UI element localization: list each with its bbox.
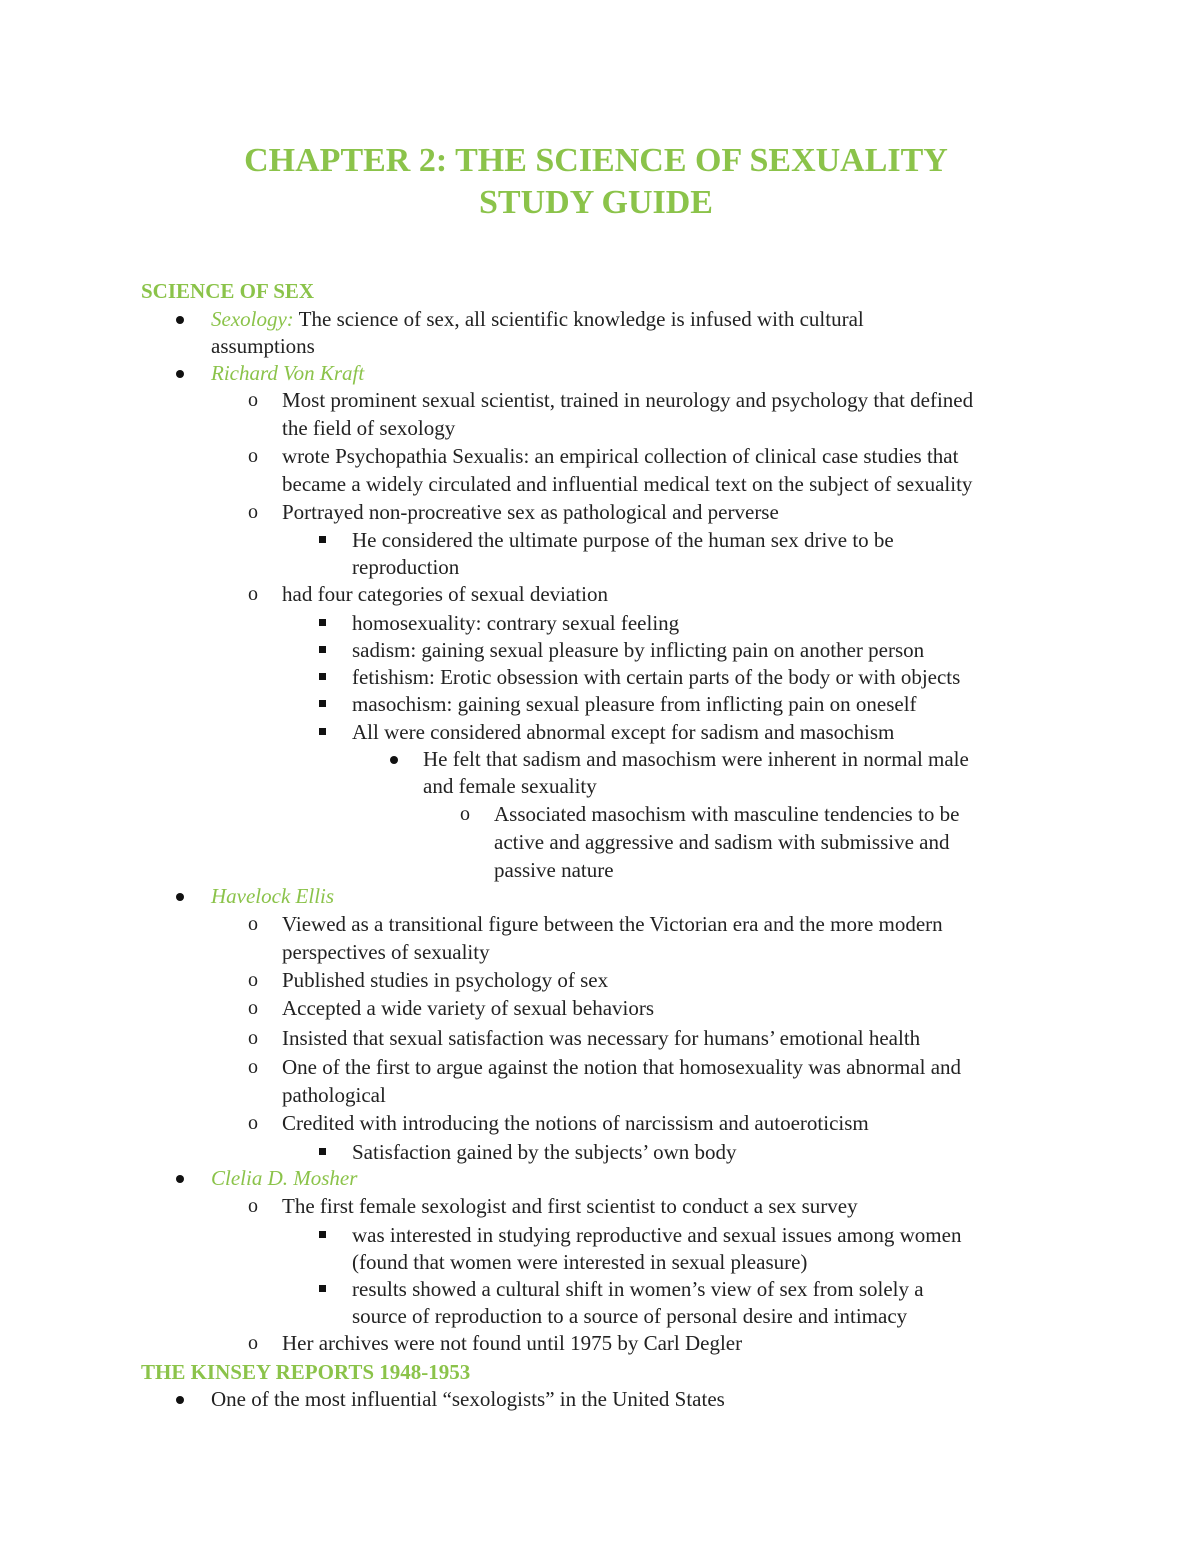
list-item-text: Accepted a wide variety of sexual behaviors [282, 996, 655, 1020]
list-item-text: One of the first to argue against the notion that homosexuality was abnormal and [282, 1055, 962, 1079]
document-title-line-2: STUDY GUIDE [479, 184, 713, 221]
list-item-text: pathological [282, 1083, 386, 1107]
list-item-text: (found that women were interested in sexual pleasure) [352, 1250, 808, 1274]
list-item-text: He considered the ultimate purpose of the human sex drive to be [352, 528, 894, 552]
person-name-mosher: Clelia D. Mosher [211, 1166, 358, 1190]
bullet-o-icon: o [248, 1056, 258, 1078]
bullet-o-icon: o [248, 969, 258, 991]
section-heading-kinsey-reports: THE KINSEY REPORTS 1948-1953 [141, 1360, 471, 1384]
list-item-text: was interested in studying reproductive and sexual issues among women [352, 1223, 962, 1247]
list-item-sexology [211, 306, 864, 332]
bullet-icon [390, 756, 398, 764]
bullet-square-icon [319, 700, 326, 707]
bullet-icon [176, 893, 184, 901]
bullet-square-icon [319, 646, 326, 653]
bullet-icon [176, 1396, 184, 1404]
bullet-icon [176, 316, 184, 324]
document-title-line-1: CHAPTER 2: THE SCIENCE OF SEXUALITY [244, 142, 948, 179]
list-item-text: One of the most influential “sexologists” in the United States [211, 1387, 725, 1411]
list-item-text: became a widely circulated and influential medical text on the subject of sexuality [282, 472, 973, 496]
list-item-text: wrote Psychopathia Sexualis: an empirical collection of clinical case studies that [282, 444, 959, 468]
list-item-text: masochism: gaining sexual pleasure from inflicting pain on oneself [352, 692, 917, 716]
list-item-text: perspectives of sexuality [282, 940, 490, 964]
list-item-text: Her archives were not found until 1975 by Carl Degler [282, 1331, 743, 1355]
list-item-text: had four categories of sexual deviation [282, 582, 608, 606]
bullet-o-icon: o [248, 1027, 258, 1049]
bullet-o-icon: o [248, 1112, 258, 1134]
list-item-text: and female sexuality [423, 774, 597, 798]
list-item-text: source of reproduction to a source of personal desire and intimacy [352, 1304, 908, 1328]
list-item-text: passive nature [494, 858, 614, 882]
list-item-text: The first female sexologist and first scientist to conduct a sex survey [282, 1194, 858, 1218]
list-item-text: Insisted that sexual satisfaction was necessary for humans’ emotional health [282, 1026, 921, 1050]
list-item-text: Satisfaction gained by the subjects’ own body [352, 1140, 737, 1164]
list-item-text: sadism: gaining sexual pleasure by inflicting pain on another person [352, 638, 925, 662]
bullet-o-icon: o [248, 389, 258, 411]
section-heading-science-of-sex: SCIENCE OF SEX [141, 279, 315, 303]
bullet-o-icon: o [248, 997, 258, 1019]
bullet-icon [176, 370, 184, 378]
bullet-o-icon: o [248, 913, 258, 935]
bullet-o-icon: o [248, 583, 258, 605]
term-sexology: Sexology: [211, 307, 294, 331]
bullet-o-icon: o [248, 1332, 258, 1354]
list-item-text: reproduction [352, 555, 460, 579]
bullet-icon [176, 1175, 184, 1183]
list-item-text: the field of sexology [282, 416, 456, 440]
bullet-o-icon: o [248, 445, 258, 467]
list-item-text: Credited with introducing the notions of narcissism and autoeroticism [282, 1111, 869, 1135]
list-item-text: Most prominent sexual scientist, trained in neurology and psychology that defined [282, 388, 974, 412]
list-item-text: assumptions [211, 334, 315, 358]
list-item-text: All were considered abnormal except for sadism and masochism [352, 720, 895, 744]
bullet-square-icon [319, 728, 326, 735]
bullet-square-icon [319, 536, 326, 543]
bullet-o-icon: o [248, 501, 258, 523]
bullet-square-icon [319, 1231, 326, 1238]
bullet-o-icon: o [248, 1195, 258, 1217]
list-item-text: results showed a cultural shift in women’s view of sex from solely a [352, 1277, 924, 1301]
list-item-text: Associated masochism with masculine tendencies to be [494, 802, 960, 826]
list-item-text: Portrayed non-procreative sex as pathological and perverse [282, 500, 779, 524]
person-name-ellis: Havelock Ellis [211, 884, 335, 908]
list-item-text: Viewed as a transitional figure between the Victorian era and the more modern [282, 912, 943, 936]
person-name-kraft: Richard Von Kraft [211, 361, 365, 385]
bullet-square-icon [319, 1148, 326, 1155]
list-item-text: active and aggressive and sadism with submissive and [494, 830, 950, 854]
bullet-square-icon [319, 619, 326, 626]
list-item-text: He felt that sadism and masochism were inherent in normal male [423, 747, 969, 771]
bullet-o-icon: o [460, 803, 470, 825]
sexology-definition: The science of sex, all scientific knowledge is infused with cultural [293, 307, 864, 331]
list-item-text: homosexuality: contrary sexual feeling [352, 611, 680, 635]
list-item-text: fetishism: Erotic obsession with certain parts of the body or with objects [352, 665, 961, 689]
bullet-square-icon [319, 673, 326, 680]
bullet-square-icon [319, 1285, 326, 1292]
list-item-text: Published studies in psychology of sex [282, 968, 609, 992]
